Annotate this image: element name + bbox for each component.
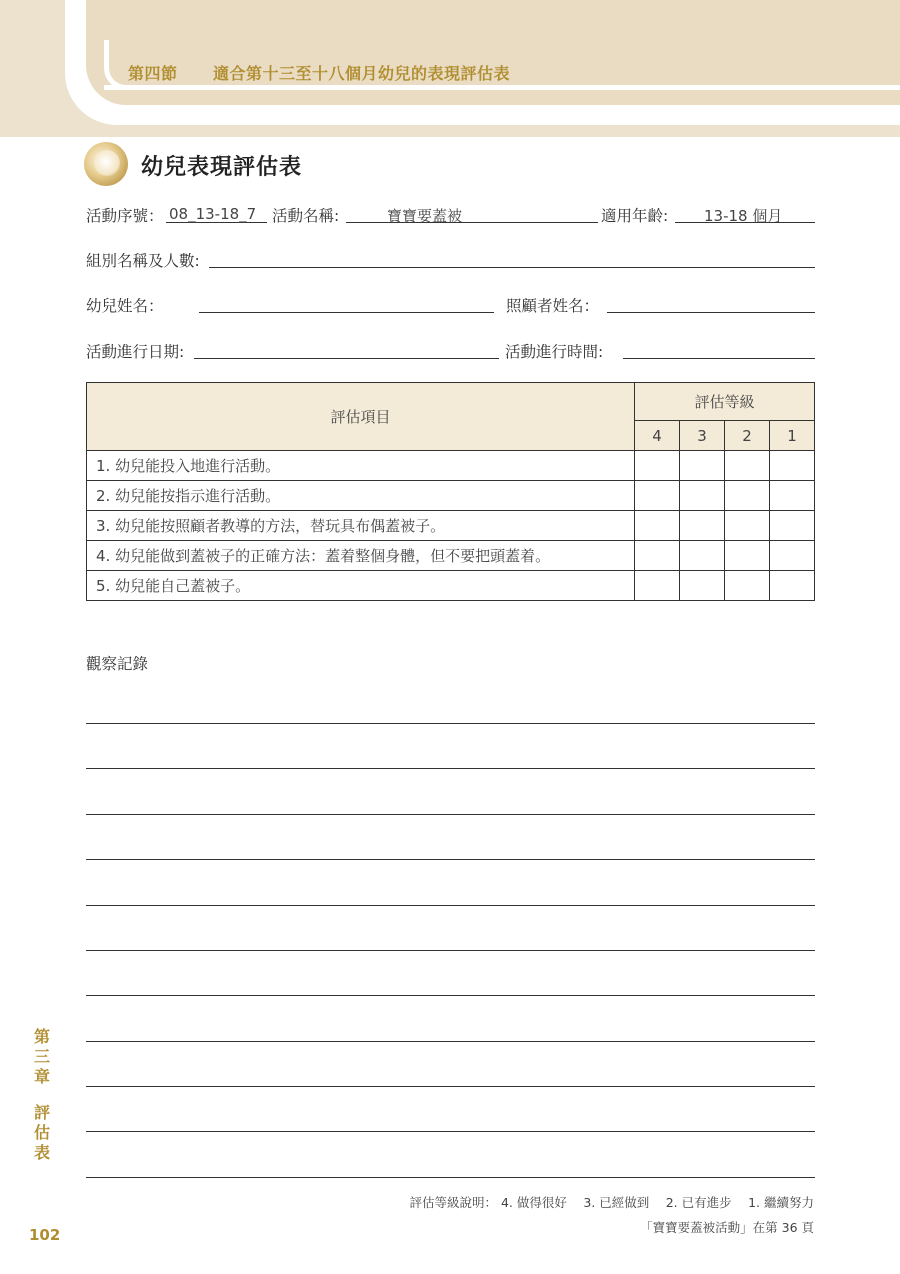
observation-line[interactable] (86, 1131, 815, 1132)
grade-cell[interactable] (680, 451, 725, 481)
age-label: 適用年齡: (601, 207, 669, 225)
chapter-spacer (32, 1087, 52, 1103)
chapter-char: 三 (33, 1047, 50, 1066)
caregiver-name-line[interactable] (607, 312, 815, 313)
activity-no-label: 活動序號： (86, 207, 164, 225)
grade-cell[interactable] (725, 571, 770, 601)
activity-time-label: 活動進行時間: (505, 343, 604, 361)
table-row (87, 541, 815, 571)
grade-cell[interactable] (635, 451, 680, 481)
grade-cell[interactable] (680, 571, 725, 601)
grade-legend: 評估等級說明： 4. 做得很好 3. 已經做到 2. 已有進步 1. 繼續努力 (409, 1195, 814, 1210)
grade-cell[interactable] (725, 481, 770, 511)
table-row (87, 571, 815, 601)
assessment-item: 4. 幼兒能做到蓋被子的正確方法：蓋着整個身體，但不要把頭蓋着。 (87, 541, 635, 571)
chapter-label (32, 1027, 52, 1163)
child-name-line[interactable] (199, 312, 494, 313)
group-label: 組別名稱及人數: (86, 252, 200, 270)
chapter-char: 表 (33, 1143, 50, 1162)
observation-line[interactable] (86, 995, 815, 996)
grade-cell[interactable] (770, 511, 815, 541)
observation-line[interactable] (86, 1177, 815, 1178)
observation-line[interactable] (86, 814, 815, 815)
grade-cell[interactable] (770, 571, 815, 601)
grade-4-header: 4 (635, 421, 680, 451)
grade-cell[interactable] (635, 571, 680, 601)
grade-2-header: 2 (725, 421, 770, 451)
observation-line[interactable] (86, 1041, 815, 1042)
evaluation-table (86, 382, 815, 601)
observation-line[interactable] (86, 768, 815, 769)
child-name-label: 幼兒姓名： (86, 297, 164, 315)
activity-name-value: 寶寶要蓋被 (387, 207, 463, 225)
page-reference: 「寶寶要蓋被活動」在第 36 頁 (640, 1220, 814, 1235)
pearl-icon-highlight (94, 150, 120, 176)
grade-cell[interactable] (680, 541, 725, 571)
caregiver-name-label: 照顧者姓名： (506, 297, 600, 315)
grade-cell[interactable] (680, 511, 725, 541)
table-row (87, 451, 815, 481)
activity-no-value: 08_13-18_7 (169, 205, 257, 223)
observation-line[interactable] (86, 1086, 815, 1087)
section-label: 第四節 (128, 64, 178, 83)
grade-cell[interactable] (725, 451, 770, 481)
grade-cell[interactable] (725, 511, 770, 541)
grade-cell[interactable] (635, 511, 680, 541)
activity-date-line[interactable] (194, 358, 499, 359)
chapter-char: 評 (33, 1103, 50, 1122)
activity-name-line[interactable] (346, 222, 598, 223)
grade-cell[interactable] (770, 451, 815, 481)
grade-header: 評估等級 (635, 383, 815, 421)
activity-date-label: 活動進行日期: (86, 343, 185, 361)
table-row (87, 481, 815, 511)
grade-cell[interactable] (635, 541, 680, 571)
observation-line[interactable] (86, 905, 815, 906)
chapter-char: 第 (33, 1027, 50, 1046)
grade-cell[interactable] (680, 481, 725, 511)
group-line[interactable] (209, 267, 815, 268)
observation-line[interactable] (86, 859, 815, 860)
chapter-char: 章 (33, 1067, 50, 1086)
assessment-item: 5. 幼兒能自己蓋被子。 (87, 571, 635, 601)
grade-1-header: 1 (770, 421, 815, 451)
header-decor-line-horizontal (104, 85, 900, 90)
assessment-item: 1. 幼兒能投入地進行活動。 (87, 451, 635, 481)
form-title: 幼兒表現評估表 (141, 155, 303, 180)
chapter-char: 估 (33, 1123, 50, 1142)
age-value: 13-18 個月 (704, 207, 783, 225)
activity-time-line[interactable] (623, 358, 815, 359)
section-title: 適合第十三至十八個月幼兒的表現評估表 (213, 64, 511, 83)
grade-cell[interactable] (770, 541, 815, 571)
table-row (87, 511, 815, 541)
grade-cell[interactable] (635, 481, 680, 511)
grade-cell[interactable] (725, 541, 770, 571)
grade-cell[interactable] (770, 481, 815, 511)
observation-label: 觀察記錄 (86, 655, 149, 673)
activity-name-label: 活動名稱: (272, 207, 340, 225)
assessment-item: 2. 幼兒能按指示進行活動。 (87, 481, 635, 511)
assessment-item: 3. 幼兒能按照顧者教導的方法，替玩具布偶蓋被子。 (87, 511, 635, 541)
grade-3-header: 3 (680, 421, 725, 451)
page-number: 102 (29, 1226, 61, 1244)
observation-line[interactable] (86, 950, 815, 951)
observation-line[interactable] (86, 723, 815, 724)
assessment-item-header: 評估項目 (87, 383, 635, 451)
